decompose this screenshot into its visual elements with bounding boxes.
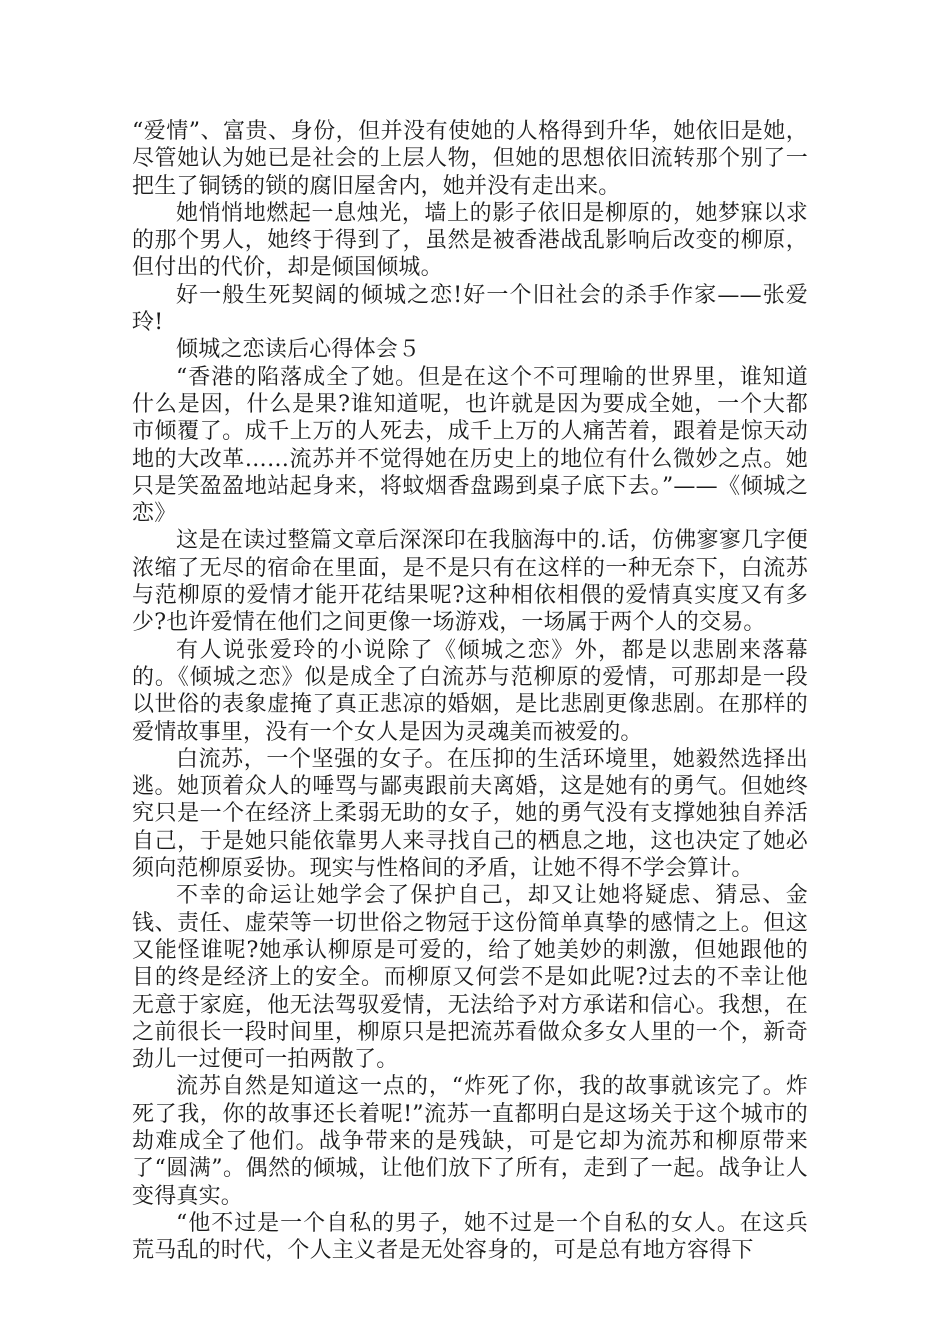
paragraph-5: 这是在读过整篇文章后深深印在我脑海中的.话，仿佛寥寥几字便浓缩了无尽的宿命在里面，是不是只有在这样的一种无奈下，白流苏与范柳原的爱情才能开花结果呢?这种相依相偎的爱情真实度又有多少?也许爱情在他们之间更像一场游戏，一场属于两个人的交易。 bbox=[132, 528, 808, 636]
paragraph-7: 白流苏，一个坚强的女子。在压抑的生活环境里，她毅然选择出逃。她顶着众人的唾骂与鄙夷跟前夫离婚，这是她有的勇气。但她终究只是一个在经济上柔弱无助的女子，她的勇气没有支撑她独自养活自己，于是她只能依靠男人来寻找自己的栖息之地，这也决定了她必须向范柳原妥协。现实与性格间的矛盾，让她不得不学会算计。 bbox=[132, 746, 808, 882]
paragraph-3: 好一般生死契阔的倾城之恋!好一个旧社会的杀手作家——张爱玲! bbox=[132, 282, 808, 336]
paragraph-10: “他不过是一个自私的男子，她不过是一个自私的女人。在这兵荒马乱的时代，个人主义者是无处容身的，可是总有地方容得下 bbox=[132, 1210, 808, 1264]
section-heading: 倾城之恋读后心得体会５ bbox=[176, 337, 421, 363]
document-body bbox=[132, 118, 808, 1264]
paragraph-8: 不幸的命运让她学会了保护自己，却又让她将疑虑、猜忌、金钱、责任、虚荣等一切世俗之物冠于这份简单真挚的感情之上。但这又能怪谁呢?她承认柳原是可爱的，给了她美妙的刺激，但她跟他的目的终是经济上的安全。而柳原又何尝不是如此呢?过去的不幸让他无意于家庭，他无法驾驭爱情，无法给予对方承诺和信心。我想，在之前很长一段时间里，柳原只是把流苏看做众多女人里的一个，新奇劲儿一过便可一拍两散了。 bbox=[132, 883, 808, 1073]
paragraph-4: “香港的陷落成全了她。但是在这个不可理喻的世界里，谁知道什么是因，什么是果?谁知道呢，也许就是因为要成全她，一个大都市倾覆了。成千上万的人死去，成千上万的人痛苦着，跟着是惊天动地的大改革……流苏并不觉得她在历史上的地位有什么微妙之点。她只是笑盈盈地站起身来，将蚊烟香盘踢到桌子底下去。”——《倾城之恋》 bbox=[132, 364, 808, 527]
paragraph-1: “爱情”、富贵、身份，但并没有使她的人格得到升华，她依旧是她，尽管她认为她已是社会的上层人物，但她的思想依旧流转那个别了一把生了铜锈的锁的腐旧屋舍内，她并没有走出来。 bbox=[132, 119, 808, 199]
paragraph-9: 流苏自然是知道这一点的，“炸死了你，我的故事就该完了。炸死了我，你的故事还长着呢!”流苏一直都明白是这场关于这个城市的劫难成全了他们。战争带来的是残缺，可是它却为流苏和柳原带来了“圆满”。偶然的倾城，让他们放下了所有，走到了一起。战争让人变得真实。 bbox=[132, 1074, 808, 1209]
paragraph-6: 有人说张爱玲的小说除了《倾城之恋》外，都是以悲剧来落幕的。《倾城之恋》似是成全了白流苏与范柳原的爱情，可那却是一段以世俗的表象虚掩了真正悲凉的婚姻，是比悲剧更像悲剧。在那样的爱情故事里，没有一个女人是因为灵魂美而被爱的。 bbox=[132, 637, 808, 745]
paragraph-2: 她悄悄地燃起一息烛光，墙上的影子依旧是柳原的，她梦寐以求的那个男人，她终于得到了，虽然是被香港战乱影响后改变的柳原，但付出的代价，却是倾国倾城。 bbox=[132, 200, 808, 281]
